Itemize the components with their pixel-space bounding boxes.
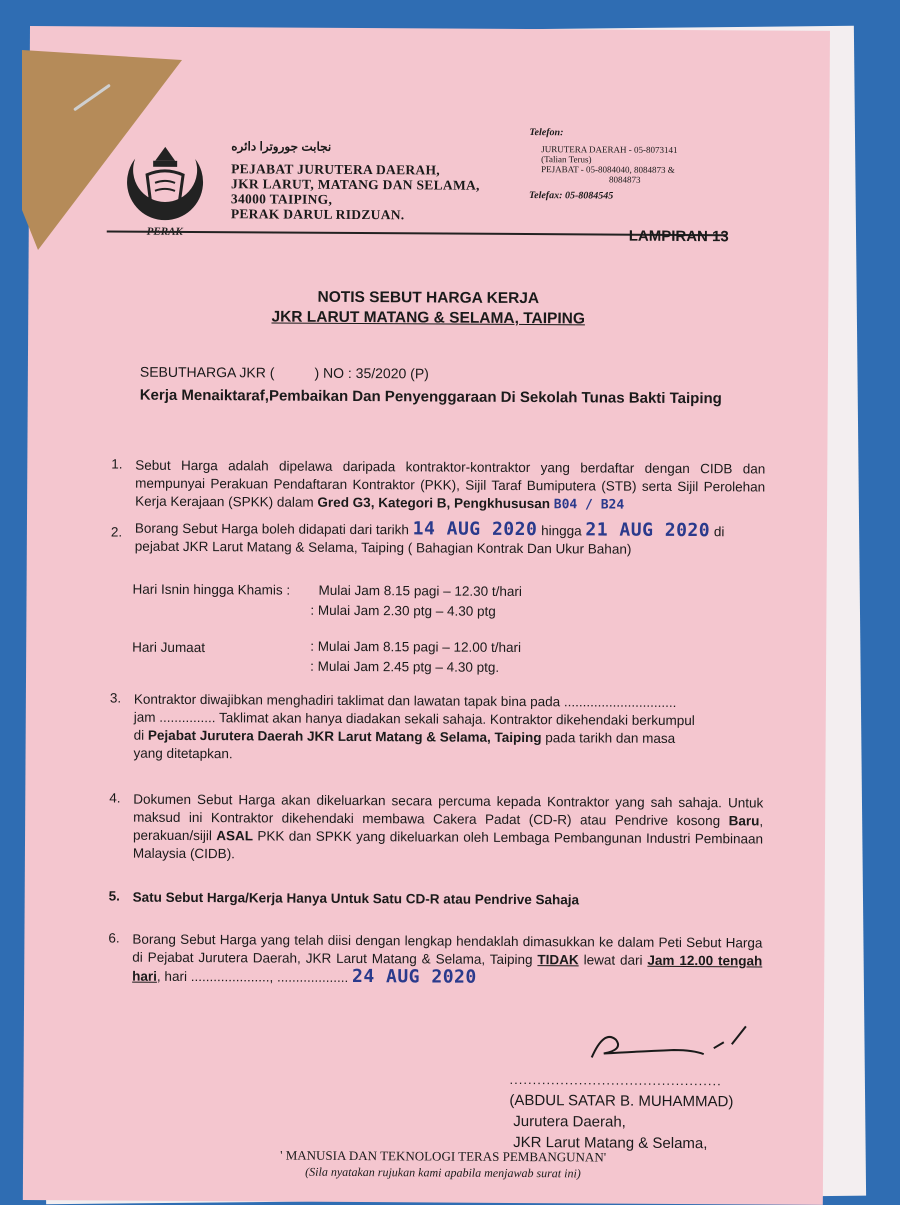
signature-scribble-icon [584, 1019, 754, 1070]
paragraph-3 [134, 691, 764, 767]
p1-text: Sebut Harga adalah dipelawa daripada kontraktor-kontraktor yang berdaftar dengan CIDB dan mempunyai Perakuan Pendaftaran Kontraktor (PKK), Sijil Taraf Bumiputera (STB) serta Sijil Perolehan Kerja Kerajaan (SPKK) dalam [135, 457, 766, 510]
paragraph-6 [132, 931, 762, 990]
p3-suffix: pada tarikh dan masa [545, 730, 676, 746]
p4-text-a: Dokumen Sebut Harga akan dikeluarkan secara percuma kepada Kontraktor yang sah sahaja. Untuk maksud ini Kontraktor dikehendaki membawa Cakera Padat (CD-R) atau Pendrive kosong [133, 791, 764, 829]
footer-motto: ' MANUSIA DAN TEKNOLOGI TERAS PEMBANGUNAN' [280, 1147, 607, 1165]
lampiran-label: LAMPIRAN 13 [628, 227, 729, 246]
office-line: PERAK DARUL RIDZUAN. [230, 206, 405, 223]
p2-text-a: Borang Sebut Harga boleh didapati dari tarikh [134, 520, 409, 538]
p6-bold-jam: Jam 12.00 tengah hari [132, 952, 763, 984]
tel-talian: (Talian Terus) [541, 154, 592, 165]
p3-text-a: Kontraktor diwajibkan menghadiri taklimat dan lawatan tapak bina pada .............................. [133, 691, 677, 710]
stamp-date-from: 14 AUG 2020 [412, 518, 538, 541]
p6-text-b: lewat dari [583, 952, 643, 968]
para-num-3: 3. [109, 690, 122, 706]
telefax: Telefax: 05-8084545 [528, 190, 614, 202]
p3-text-d: yang ditetapkan. [133, 745, 233, 762]
para-num-1: 1. [111, 456, 123, 472]
friday-hours-2: : Mulai Jam 2.45 ptg – 4.30 ptg. [310, 658, 500, 675]
signature-dots: .............................................. [509, 1071, 722, 1089]
weekday-hours-1: Mulai Jam 8.15 pagi – 12.30 t/hari [318, 582, 522, 600]
friday-hours-1: : Mulai Jam 8.15 pagi – 12.00 t/hari [310, 638, 522, 656]
office-address [231, 161, 480, 223]
footer-note: (Sila nyatakan rujukan kami apabila menjawab surat ini) [305, 1164, 581, 1181]
tel-jurutera: JURUTERA DAERAH - 05-8073141 [541, 144, 678, 155]
p3-text-b: jam ............... Taklimat akan hanya diadakan sekali sahaja. Kontraktor dikehendaki berkumpul [133, 709, 695, 729]
stamp-date-close: 24 AUG 2020 [351, 965, 477, 988]
tel-pejabat: PEJABAT - 05-8084040, 8084873 & [541, 164, 675, 175]
p4-bold-asal: ASAL [216, 828, 254, 844]
ref-suffix: ) NO : 35/2020 [314, 364, 407, 382]
tel-pejabat-2: 8084873 [609, 174, 641, 185]
para-num-4: 4. [109, 790, 121, 806]
title-line-2: JKR LARUT MATANG & SELAMA, TAIPING [271, 308, 585, 328]
p1-handwritten: B04 / B24 [553, 497, 625, 513]
p2-text-c: di [713, 524, 725, 540]
paragraph-1 [135, 457, 765, 516]
office-line: JKR LARUT, MATANG DAN SELAMA, [230, 176, 480, 193]
signature-block [509, 1069, 733, 1154]
p4-text-c: PKK dan SPKK yang dikeluarkan oleh Lembaga Pembangunan Industri Pembinaan Malaysia (CIDB). [132, 828, 764, 862]
p6-text-c: , hari ....................., ................... [156, 968, 349, 985]
p2-text-b: hingga [541, 523, 582, 539]
p3-bold: Pejabat Jurutera Daerah JKR Larut Matang & Selama, Taiping [147, 727, 542, 746]
telefon-label: Telefon: [529, 127, 564, 139]
para-num-5: 5. [108, 888, 120, 904]
contact-block [529, 127, 678, 202]
paragraph-4 [133, 791, 763, 867]
perak-crest-icon [117, 139, 214, 242]
reference-number [140, 364, 429, 382]
signatory-position: Jurutera Daerah, [513, 1112, 626, 1131]
stamp-date-to: 21 AUG 2020 [585, 519, 711, 542]
document-page [23, 26, 830, 1205]
p3-prefix: di [133, 727, 145, 743]
p4-text-b: , perakuan/sijil [133, 813, 764, 844]
notice-title [258, 287, 598, 329]
paragraph-2 [135, 519, 765, 560]
p1-bold: Gred G3, Kategori B, Pengkhususan [317, 494, 551, 512]
jawi-heading: نجابت جوروترا دائره [231, 139, 332, 154]
weekday-hours-2: : Mulai Jam 2.30 ptg – 4.30 ptg [310, 602, 496, 619]
project-title: Kerja Menaiktaraf,Pembaikan Dan Penyenggaraan Di Sekolah Tunas Bakti Taiping [139, 386, 722, 408]
title-line-1: NOTIS SEBUT HARGA KERJA [317, 288, 540, 308]
signatory-name: (ABDUL SATAR B. MUHAMMAD) [509, 1091, 734, 1111]
para-num-6: 6. [108, 930, 120, 946]
footer [223, 1147, 663, 1182]
office-line: 34000 TAIPING, [230, 191, 333, 207]
office-line: PEJABAT JURUTERA DAERAH, [231, 161, 441, 178]
signatory-office: JKR Larut Matang & Selama, [513, 1133, 708, 1153]
p6-bold-tidak: TIDAK [537, 952, 579, 968]
friday-label: Hari Jumaat [132, 639, 206, 656]
ref-handwritten: (P) [410, 365, 429, 382]
weekday-label: Hari Isnin hingga Khamis : [132, 581, 291, 598]
para-num-2: 2. [110, 524, 123, 540]
ref-prefix: SEBUTHARGA JKR ( [139, 363, 275, 381]
p4-bold-baru: Baru [728, 813, 760, 829]
paragraph-5: Satu Sebut Harga/Kerja Hanya Untuk Satu CD-R atau Pendrive Sahaja [132, 889, 580, 908]
p6-text-a: Borang Sebut Harga yang telah diisi dengan lengkap hendaklah dimasukkan ke dalam Peti Sebut Harga di Pejabat Jurutera Daerah, JKR Larut Matang & Selama, Taiping [132, 931, 763, 968]
p2-line-2: pejabat JKR Larut Matang & Selama, Taiping ( Bahagian Kontrak Dan Ukur Bahan) [134, 538, 632, 557]
